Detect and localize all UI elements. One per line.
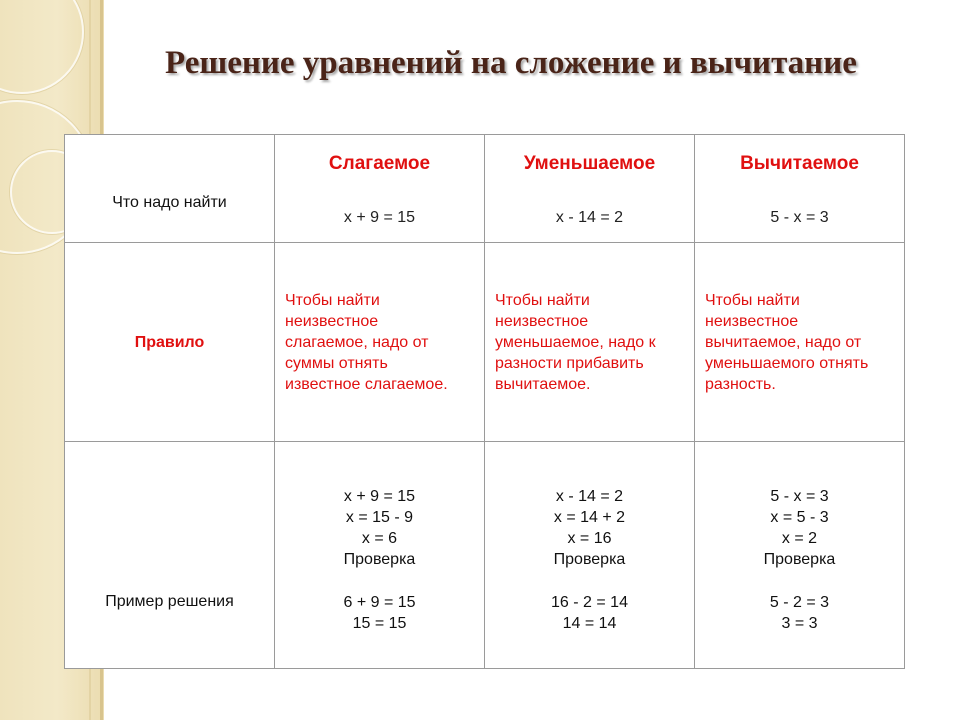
rule-text-addend: Чтобы найти неизвестное слагаемое, надо от суммы отнять известное слагаемое. <box>275 243 485 442</box>
example-line: x - 14 = 2 <box>555 488 624 505</box>
row-label-rule: Правило <box>65 243 275 442</box>
example-line: 5 - x = 3 <box>770 488 829 505</box>
column-title: Уменьшаемое <box>523 153 656 174</box>
row-label-example: Пример решения <box>105 592 234 610</box>
column-title: Вычитаемое <box>740 153 859 174</box>
example-line: x + 9 = 15 <box>343 488 416 505</box>
example-check-label: Проверка <box>763 551 836 568</box>
row-label-cell <box>65 442 275 669</box>
table-row-find <box>65 135 905 243</box>
column-equation: x - 14 = 2 <box>555 209 624 226</box>
slide-title: Решение уравнений на сложение и вычитание <box>165 45 857 81</box>
example-line: x = 5 - 3 <box>770 509 829 526</box>
example-line: x = 16 <box>567 530 612 547</box>
header-cell-subtrahend <box>695 135 905 243</box>
row-label-find: Что надо найти <box>112 194 227 211</box>
example-check-line: 3 = 3 <box>781 615 818 632</box>
example-line: x = 15 - 9 <box>345 509 414 526</box>
example-check-line: 6 + 9 = 15 <box>343 594 416 611</box>
decorative-circle <box>0 0 84 94</box>
example-cell-addend <box>275 442 485 669</box>
column-title: Слагаемое <box>328 153 431 174</box>
example-check-line: 16 - 2 = 14 <box>551 594 628 611</box>
rule-text-subtrahend: Чтобы найти неизвестное вычитаемое, надо от уменьшаемого отнять разность. <box>695 243 905 442</box>
row-label-cell <box>65 135 275 243</box>
example-cell-minuend <box>485 442 695 669</box>
example-cell-subtrahend <box>695 442 905 669</box>
example-line: x = 14 + 2 <box>553 509 626 526</box>
table-row-example <box>65 442 905 669</box>
header-cell-addend <box>275 135 485 243</box>
example-check-line: 14 = 14 <box>562 615 617 632</box>
example-line: x = 6 <box>361 530 398 547</box>
column-equation: x + 9 = 15 <box>343 209 416 226</box>
example-check-line: 5 - 2 = 3 <box>769 594 830 611</box>
table-row-rule <box>65 243 905 442</box>
example-line: x = 2 <box>781 530 818 547</box>
rule-text-minuend: Чтобы найти неизвестное уменьшаемое, надо к разности прибавить вычитаемое. <box>485 243 695 442</box>
example-check-line: 15 = 15 <box>352 615 407 632</box>
equations-table <box>64 134 905 669</box>
column-equation: 5 - x = 3 <box>770 209 829 226</box>
example-check-label: Проверка <box>343 551 416 568</box>
header-cell-minuend <box>485 135 695 243</box>
example-check-label: Проверка <box>553 551 626 568</box>
